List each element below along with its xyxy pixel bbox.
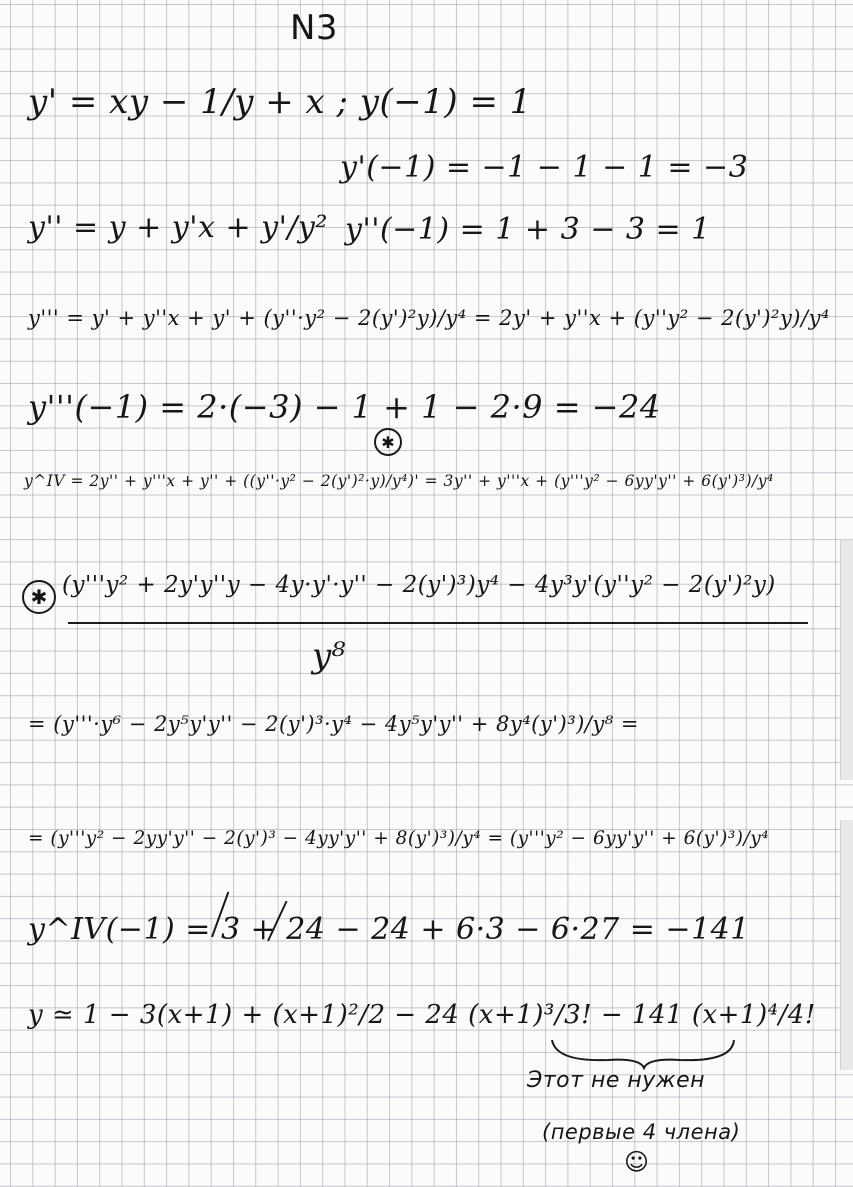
problem-number: N3 xyxy=(290,8,339,48)
equation-line-4: y''(−1) = 1 + 3 − 3 = 1 xyxy=(345,212,711,247)
page-edge-tab xyxy=(840,820,853,1070)
page-edge-tab xyxy=(840,540,853,780)
note-first-four-terms: (первые 4 члена) xyxy=(542,1120,741,1144)
equation-line-7: y^IV = 2y'' + y'''x + y'' + ((y''·y² − 2(y')²·y)/y⁴)' = 3y'' + y'''x + (y'''y² − 6yy'y'' + 6(y')³)/y⁴ xyxy=(24,472,774,490)
taylor-series-line: y ≃ 1 − 3(x+1) + (x+1)²/2 − 24 (x+1)³/3! − 141 (x+1)⁴/4! xyxy=(28,1000,816,1030)
equation-line-10: y^IV(−1) = 3 + 24 − 24 + 6·3 − 6·27 = −141 xyxy=(28,912,750,947)
equation-line-1: y' = xy − 1/y + x ; y(−1) = 1 xyxy=(28,82,532,122)
equation-line-2: y'(−1) = −1 − 1 − 1 = −3 xyxy=(340,150,749,185)
equation-line-6: y'''(−1) = 2·(−3) − 1 + 1 − 2·9 = −24 xyxy=(28,388,661,426)
equation-line-9: = (y'''y² − 2yy'y'' − 2(y')³ − 4yy'y'' + 8(y')³)/y⁴ = (y'''y² − 6yy'y'' + 6(y')³)/y⁴ xyxy=(28,828,770,849)
underbrace-icon xyxy=(548,1036,738,1070)
smiley-icon: ☺ xyxy=(624,1148,650,1176)
equation-line-3: y'' = y + y'x + y'/y² xyxy=(28,210,328,245)
note-not-needed: Этот не нужен xyxy=(527,1068,705,1093)
star-mark-icon: ✱ xyxy=(22,580,56,614)
equation-line-5: y''' = y' + y''x + y' + (y''·y² − 2(y')²y)/y⁴ = 2y' + y''x + (y''y² − 2(y')²y)/y⁴ xyxy=(28,306,830,330)
derivative-numerator: (y'''y² + 2y'y''y − 4y·y'·y'' − 2(y')³)y⁴ − 4y³y'(y''y² − 2(y')²y) xyxy=(62,572,776,598)
star-mark-icon: ✱ xyxy=(374,428,402,456)
equation-line-8: = (y'''·y⁶ − 2y⁵y'y'' − 2(y')³·y⁴ − 4y⁵y'y'' + 8y⁴(y')³)/y⁸ = xyxy=(28,712,639,736)
fraction-bar xyxy=(68,622,808,624)
derivative-denominator: y⁸ xyxy=(312,636,346,676)
